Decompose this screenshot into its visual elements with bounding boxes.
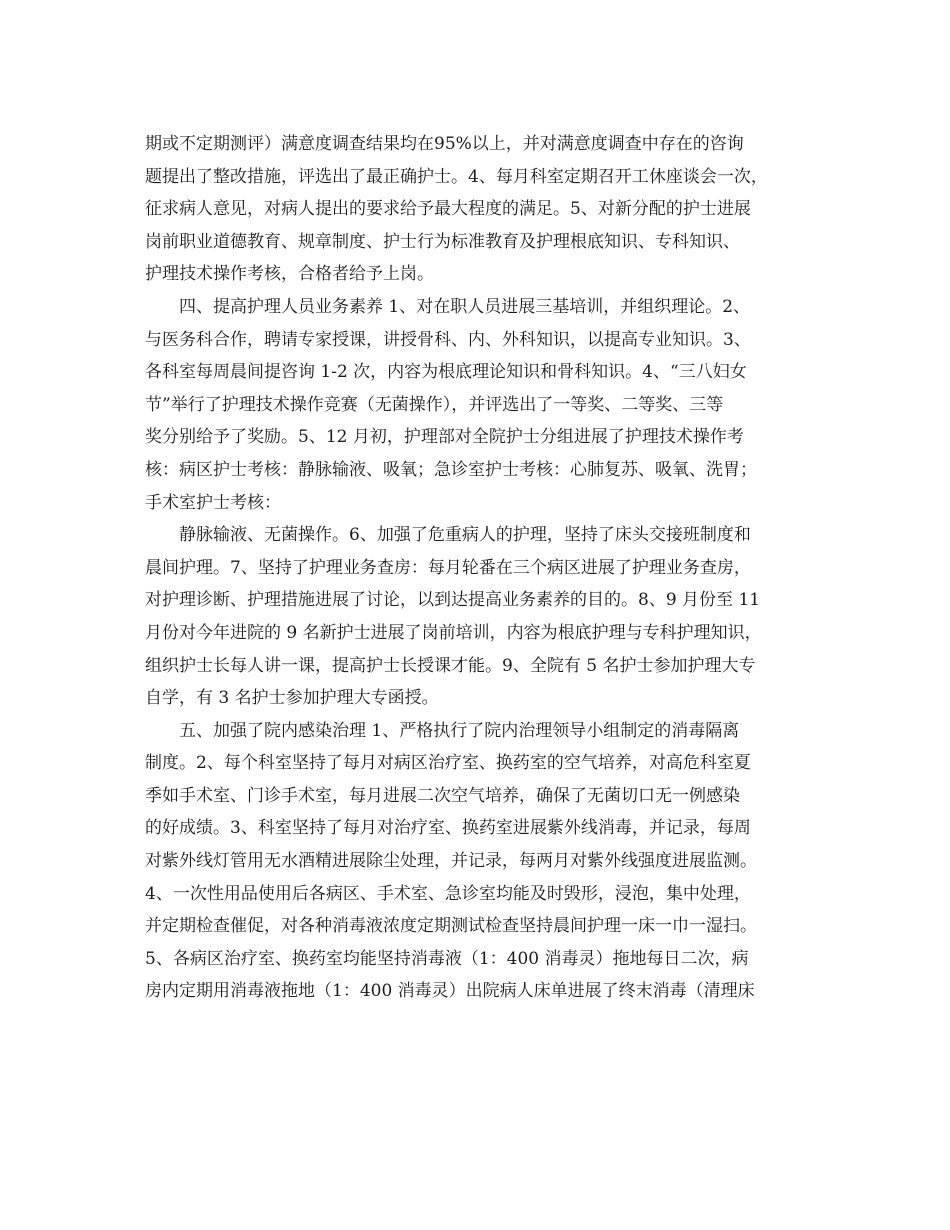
text-line: 期或不定期测评）满意度调查结果均在95%以上，并对满意度调查中存在的咨询 <box>145 134 744 154</box>
text-line: 晨间护理。7、坚持了护理业务查房：每月轮番在三个病区进展了护理业务查房， <box>145 557 751 578</box>
text-line: 岗前职业道德教育、规章制度、护士行为标准教育及护理根底知识、专科知识、 <box>145 231 740 252</box>
text-line: 制度。2、每个科室坚持了每月对病区治疗室、换药室的空气培养，对高危科室夏 <box>145 753 751 774</box>
text-line: 月份对今年进院的 9 名新护士进展了岗前培训，内容为根底护理与专科护理知识， <box>145 622 762 643</box>
text-line: 题提出了整改措施，评选出了最正确护士。4、每月科室定期召开工休座谈会一次， <box>145 166 768 187</box>
text-line: 季如手术室、门诊手术室，每月进展二次空气培养，确保了无菌切口无一例感染 <box>145 785 740 806</box>
text-line: 对护理诊断、护理措施进展了讨论，以到达提高业务素养的目的。8、9 月份至 11 <box>145 590 761 611</box>
section-heading-line: 五、加强了院内感染治理 1、严格执行了院内治理领导小组制定的消毒隔离 <box>179 720 740 741</box>
text-line: 与医务科合作，聘请专家授课，讲授骨科、内、外科知识，以提高专业知识。3、 <box>145 329 751 350</box>
text-line: 4、一次性用品使用后各病区、手术室、急诊室均能及时毁形，浸泡，集中处理， <box>145 883 751 904</box>
text-line: 对紫外线灯管用无水酒精进展除尘处理，并记录，每两月对紫外线强度进展监测。 <box>145 851 757 872</box>
text-line: 的好成绩。3、科室坚持了每月对治疗室、换药室进展紫外线消毒，并记录，每周 <box>145 818 751 839</box>
text-line: 5、各病区治疗室、换药室均能坚持消毒液（1：400 消毒灵）拖地每日二次，病 <box>145 948 749 969</box>
text-line: 房内定期用消毒液拖地（1：400 消毒灵）出院病人床单进展了终末消毒（清理床 <box>145 981 755 1002</box>
section-heading-line: 四、提高护理人员业务素养 1、对在职人员进展三基培训，并组织理论。2、 <box>179 296 751 317</box>
text-line: 奖分别给予了奖励。5、12 月初，护理部对全院护士分组进展了护理技术操作考 <box>145 427 744 448</box>
text-line: 核：病区护士考核：静脉输液、吸氧；急诊室护士考核：心肺复苏、吸氧、洗胃； <box>145 459 757 480</box>
text-line: 手术室护士考核： <box>145 492 281 513</box>
text-line: 征求病人意见，对病人提出的要求给予最大程度的满足。5、对新分配的护士进展 <box>145 199 751 220</box>
body-text <box>145 128 815 1008</box>
text-line: 护理技术操作考核，合格者给予上岗。 <box>145 264 434 285</box>
text-line: 自学，有 3 名护士参加护理大专函授。 <box>145 688 439 709</box>
text-line: 各科室每周晨间提咨询 1-2 次，内容为根底理论知识和骨科知识。4、“三八妇女 <box>145 362 747 383</box>
text-line: 节”举行了护理技术操作竞赛（无菌操作），并评选出了一等奖、二等奖、三等 <box>145 394 724 415</box>
paragraph-start-line: 静脉输液、无菌操作。6、加强了危重病人的护理，坚持了床头交接班制度和 <box>179 525 751 546</box>
text-line: 组织护士长每人讲一课，提高护士长授课才能。9、全院有 5 名护士参加护理大专 <box>145 655 756 676</box>
text-line: 并定期检查催促，对各种消毒液浓度定期测试检查坚持晨间护理一床一巾一湿扫。 <box>145 916 757 937</box>
